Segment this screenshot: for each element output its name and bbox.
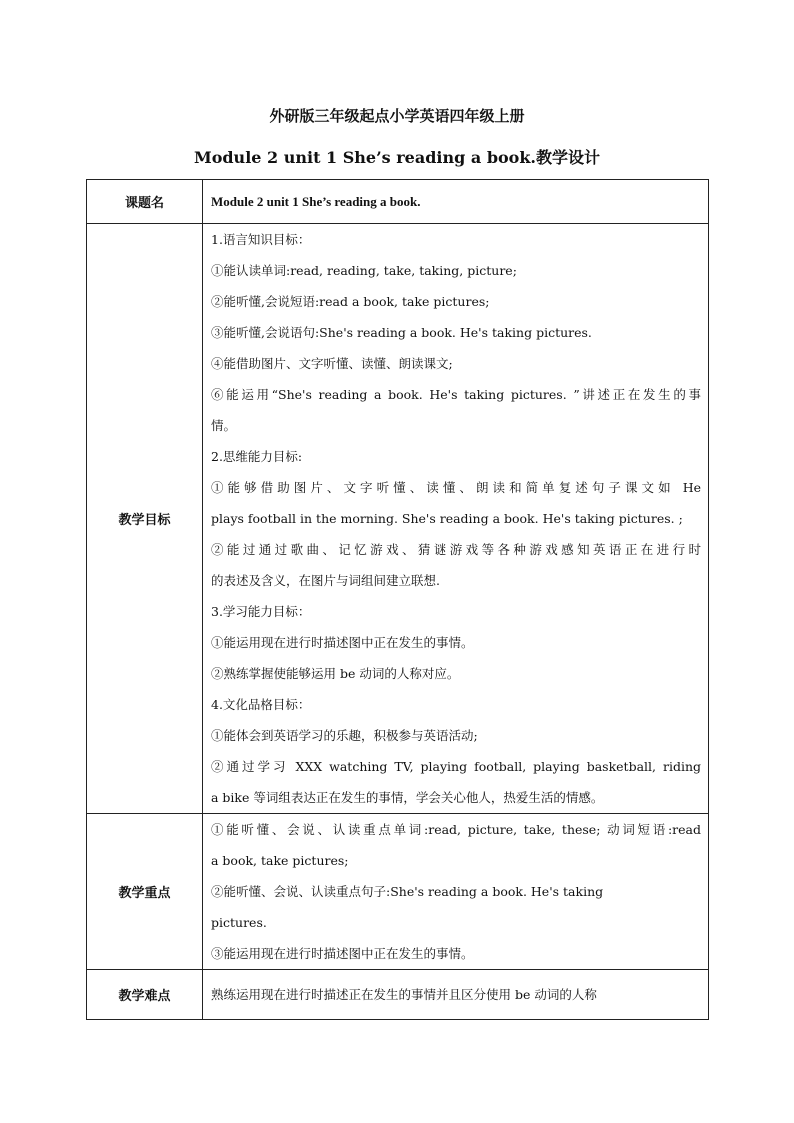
topic-row <box>87 180 709 224</box>
objective-line: 情。 <box>211 418 237 433</box>
difficulties-content <box>203 970 709 1020</box>
key-points-row <box>87 814 709 970</box>
key-point-line: ①能听懂、会说、认读重点单词:read, picture, take, these; 动词短语:read <box>211 822 701 837</box>
key-point-line: pictures. <box>211 915 267 930</box>
objective-line: a bike 等词组表达正在发生的事情，学会关心他人，热爱生活的情感。 <box>211 790 604 805</box>
objective-line: 的表述及含义，在图片与词组间建立联想. <box>211 573 440 588</box>
objective-line: ③能听懂,会说语句:She's reading a book. He's taking pictures. <box>211 325 592 340</box>
topic-label: 课题名 <box>87 180 203 224</box>
objective-line: ⑥能运用“She's reading a book. He's taking pictures. ”讲述正在发生的事 <box>211 387 701 402</box>
objective-line: ②能过通过歌曲、记忆游戏、猜谜游戏等各种游戏感知英语正在进行时 <box>211 542 701 557</box>
objective-line: ①能认读单词:read, reading, take, taking, picture; <box>211 263 517 278</box>
objective-line: ①能够借助图片、文字听懂、读懂、朗读和简单复述句子课文如 He <box>211 480 701 495</box>
objective-line: 4.文化品格目标： <box>211 697 311 712</box>
objective-line: ②通过学习 XXX watching TV, playing football, playing basketball, riding <box>211 759 701 774</box>
document-title: 外研版三年级起点小学英语四年级上册 <box>269 107 525 125</box>
objective-line: ②能听懂,会说短语:read a book, take pictures; <box>211 294 490 309</box>
lesson-plan-table <box>86 179 709 1020</box>
objective-line: 3.学习能力目标： <box>211 604 311 619</box>
key-points-label: 教学重点 <box>87 814 203 970</box>
objective-line: plays football in the morning. She's reading a book. He's taking pictures. ; <box>211 511 683 526</box>
objective-line: ①能运用现在进行时描述图中正在发生的事情。 <box>211 635 474 650</box>
key-point-line: ③能运用现在进行时描述图中正在发生的事情。 <box>211 946 474 961</box>
objective-line: ①能体会到英语学习的乐趣，积极参与英语活动; <box>211 728 478 743</box>
document-subtitle: Module 2 unit 1 She’s reading a book.教学设计 <box>193 148 601 167</box>
difficulties-label: 教学难点 <box>87 970 203 1020</box>
difficulty-line: 熟练运用现在进行时描述正在发生的事情并且区分使用 be 动词的人称 <box>211 987 597 1002</box>
objective-line: 2.思维能力目标: <box>211 449 303 464</box>
objective-line: ②熟练掌握使能够运用 be 动词的人称对应。 <box>211 666 460 681</box>
objectives-content <box>203 224 709 814</box>
topic-value: Module 2 unit 1 She’s reading a book. <box>203 180 709 224</box>
objective-line: 1.语言知识目标： <box>211 232 311 247</box>
objectives-row <box>87 224 709 814</box>
objectives-label: 教学目标 <box>87 224 203 814</box>
difficulties-row <box>87 970 709 1020</box>
objective-line: ④能借助图片、文字听懂、读懂、朗读课文; <box>211 356 453 371</box>
key-point-line: a book, take pictures; <box>211 853 349 868</box>
key-points-content <box>203 814 709 970</box>
key-point-line: ②能听懂、会说、认读重点句子:She's reading a book. He's taking <box>211 884 604 899</box>
